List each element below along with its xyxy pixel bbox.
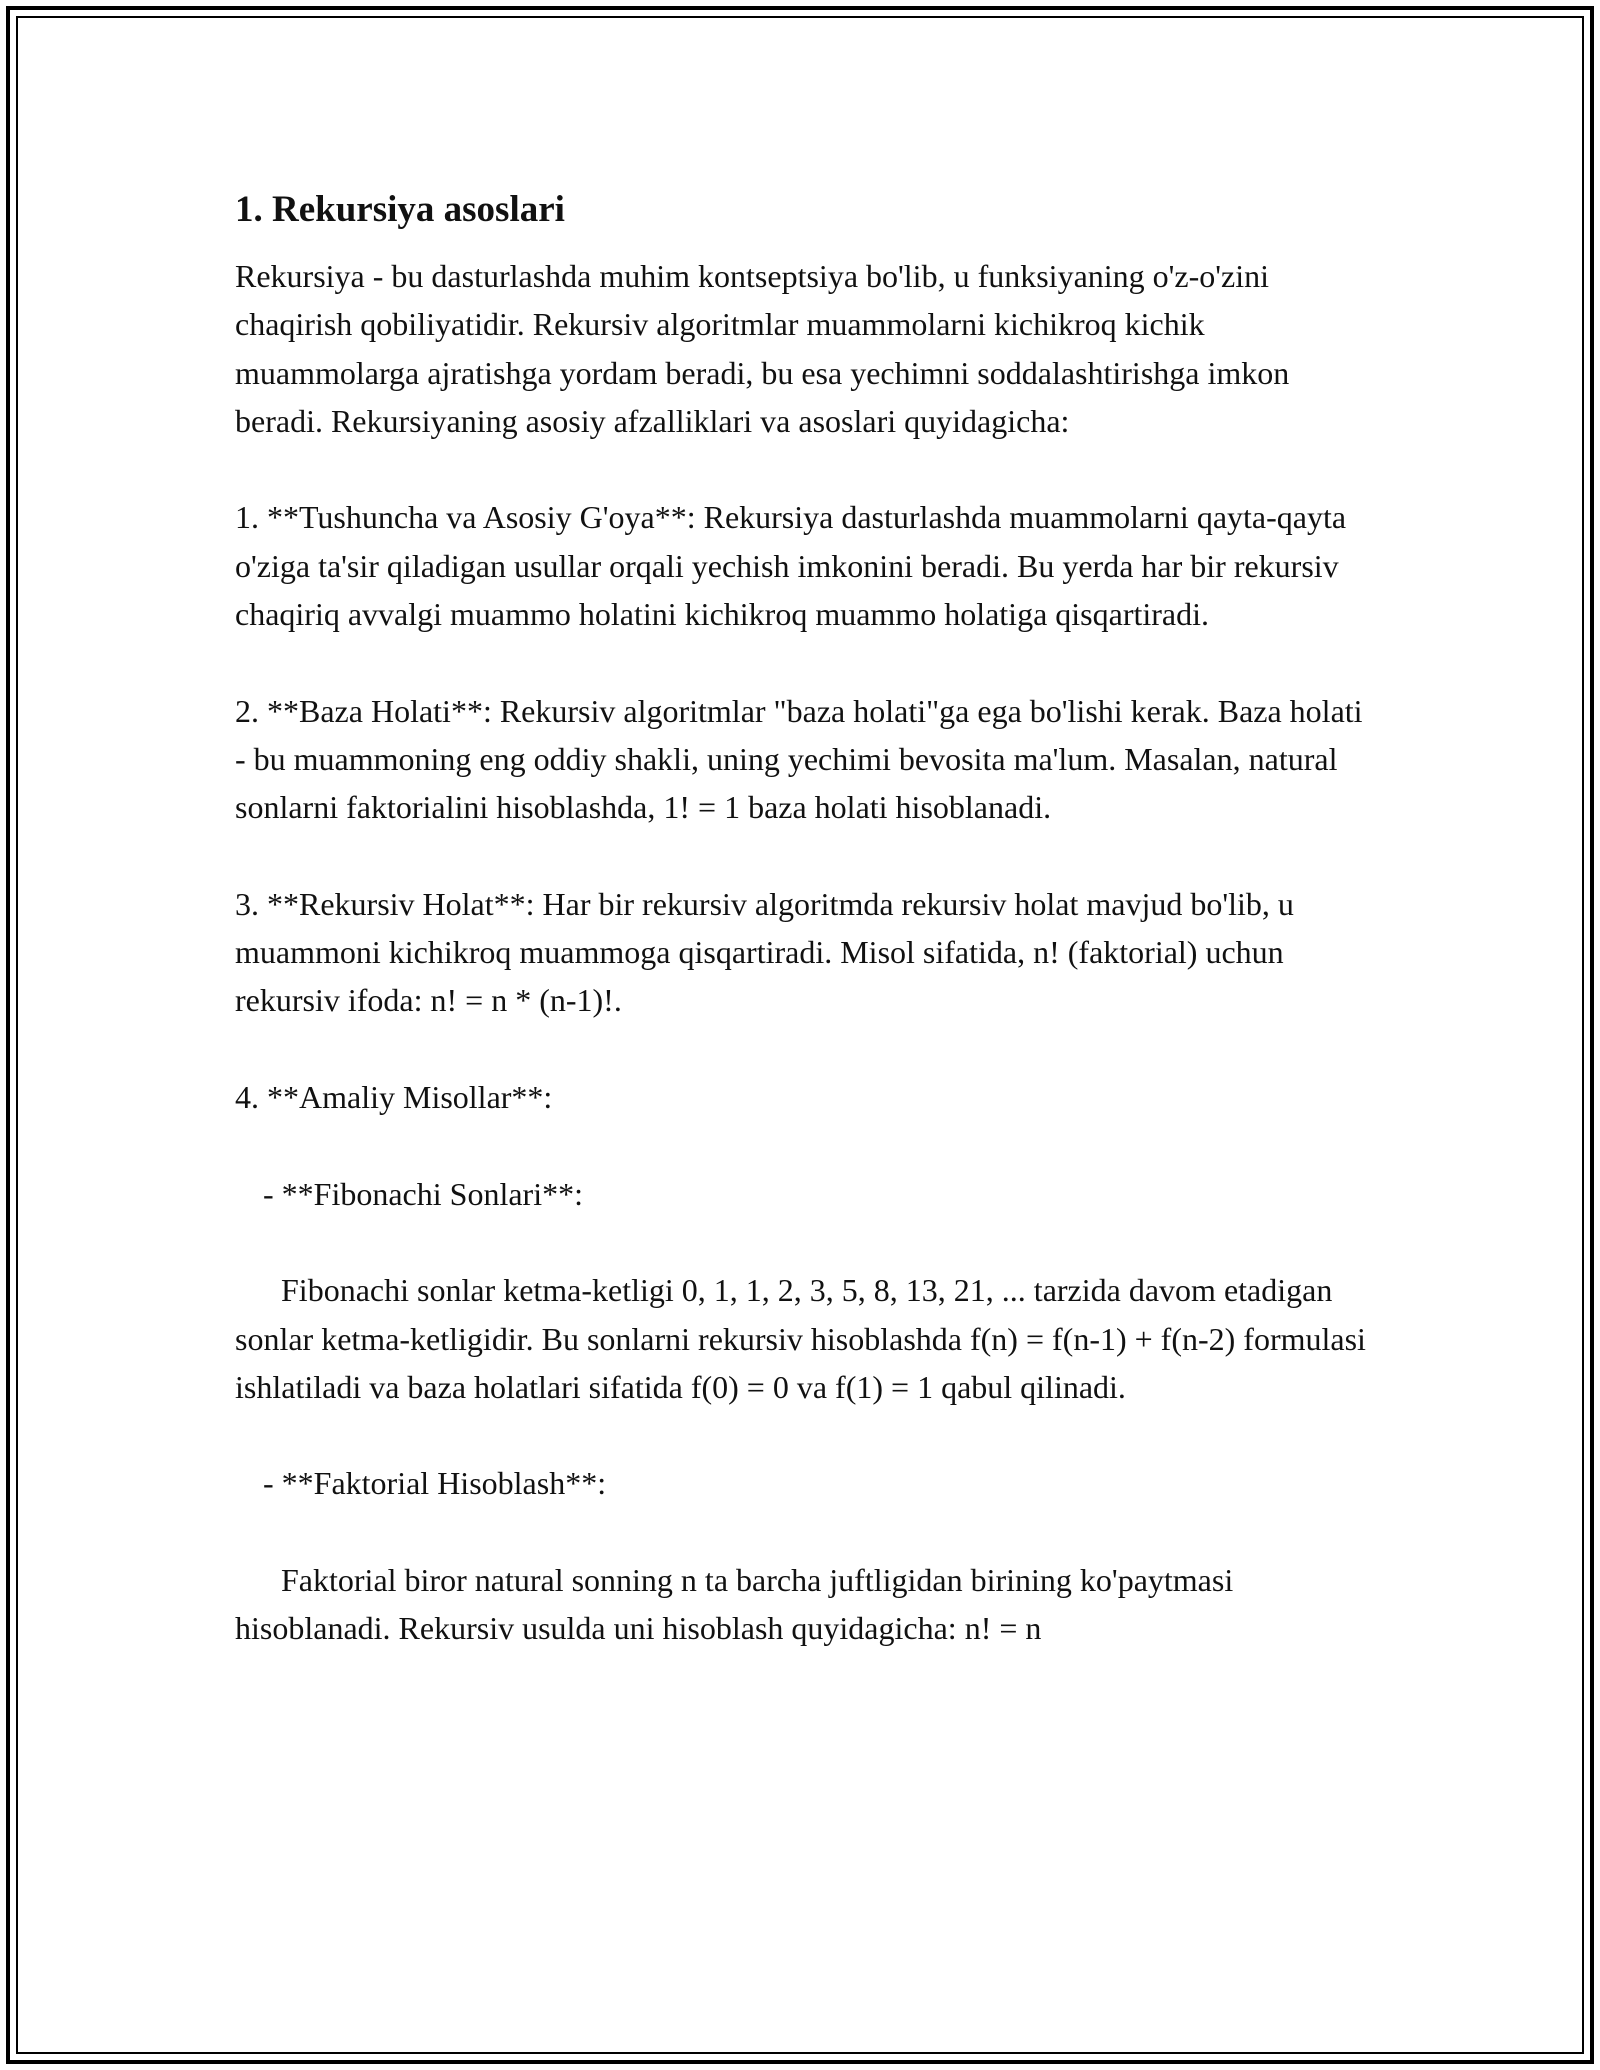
list-item-4: 4. **Amaliy Misollar**: xyxy=(235,1079,553,1116)
paragraph-spacer xyxy=(235,1121,1375,1169)
list-item-3: 3. **Rekursiv Holat**: Har bir rekursiv algoritmda rekursiv holat mavjud bo'lib, u muammoni kichikroq muammoga qisqartiradi. Misol sifatida, n! (faktorial) uchun rekursiv ifoda: n! = n * (n-1)!. xyxy=(235,885,1302,1019)
sub-item-fibonacci-title: - **Fibonachi Sonlari**: xyxy=(263,1175,583,1212)
sub-item-fibonacci-text: Fibonachi sonlar ketma-ketligi 0, 1, 1, 2, 3, 5, 8, 13, 21, ... tarzida davom etadigan sonlar ketma-ketligidir. Bu sonlarni rekursiv hisoblashda f(n) = f(n-1) + f(n-2) formulasi ishlatiladi va baza holatlari sifatida f(0) = 0 va f(1) = 1 qabul qilinadi. xyxy=(235,1272,1374,1405)
document-body xyxy=(235,186,1375,1653)
paragraph-spacer xyxy=(235,1025,1375,1073)
list-item-2: 2. **Baza Holati**: Rekursiv algoritmlar "baza holati"ga ega bo'lishi kerak. Baza holati - bu muammoning eng oddiy shakli, uning yechimi bevosita ma'lum. Masalan, natural sonlarni faktorialini hisoblashda, 1! = 1 baza holati hisoblanadi. xyxy=(235,692,1371,826)
paragraph-spacer xyxy=(235,445,1375,493)
paragraph-spacer xyxy=(235,1411,1375,1459)
intro-paragraph: Rekursiya - bu dasturlashda muhim kontseptsiya bo'lib, u funksiyaning o'z-o'zini chaqirish qobiliyatidir. Rekursiv algoritmlar muammolarni kichikroq kichik muammolarga ajratishga yordam beradi, bu esa yechimni soddalashtirishga imkon beradi. Rekursiyaning asosiy afzalliklari va asoslari quyidagicha: xyxy=(235,258,1298,439)
list-item-1: 1. **Tushuncha va Asosiy G'oya**: Rekursiya dasturlashda muammolarni qayta-qayta o'ziga ta'sir qiladigan usullar orqali yechish imkonini beradi. Bu yerda har bir rekursiv chaqiriq avvalgi muammo holatini kichikroq muammo holatiga qisqartiradi. xyxy=(235,499,1355,633)
section-heading: 1. Rekursiya asoslari xyxy=(235,189,565,230)
sub-item-factorial-title: - **Faktorial Hisoblash**: xyxy=(263,1465,607,1502)
paragraph-spacer xyxy=(235,1508,1375,1556)
paragraph-spacer xyxy=(235,1218,1375,1266)
paragraph-spacer xyxy=(235,638,1375,686)
sub-item-factorial-text: Faktorial biror natural sonning n ta barcha juftligidan birining ko'paytmasi hisoblanadi. Rekursiv usulda uni hisoblash quyidagicha: n! = n xyxy=(235,1562,1242,1647)
paragraph-spacer xyxy=(235,832,1375,880)
